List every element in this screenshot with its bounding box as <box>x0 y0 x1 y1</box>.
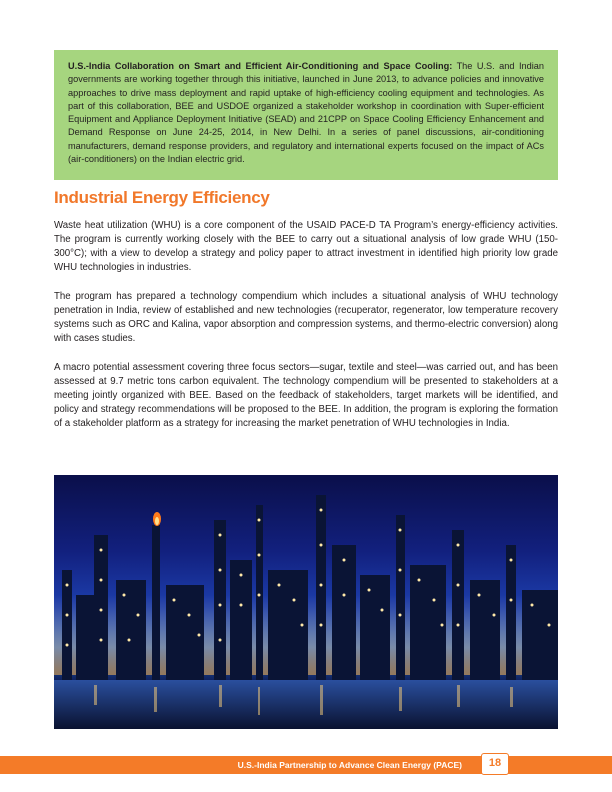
callout-body: The U.S. and Indian governments are working together through this initiative, launched in June 2013, to advance policies and innovative approaches to drive mass deployment and rapid uptake of high-efficiency cooling equipment and technologies. As part of this collaboration, BEE and USDOE organized a stakeholder workshop in coordination with Super-efficient Equipment and Appliance Deployment Initiative (SEAD) and 21CPP on Space Cooling Efficiency Enhancement and Demand Response on June 24-25, 2014, in New Delhi. In a series of panel discussions, air-conditioning manufacturers, demand response providers, and regulatory and international experts focused on the impact of ACs (air-conditioners) on the Indian electric grid. <box>68 61 544 165</box>
paragraph-1: Waste heat utilization (WHU) is a core component of the USAID PACE-D TA Program’s energy-efficiency activities. The program is currently working closely with the BEE to carry out a situational analysis of low grade WHU (150-300°C); with a view to develop a strategy and policy paper to attract investment in identified high priority low grade WHU technologies in industries. <box>54 220 558 273</box>
refinery-photo <box>54 475 558 729</box>
footer-title: U.S.-India Partnership to Advance Clean Energy (PACE) <box>237 760 462 770</box>
callout-box <box>54 50 558 180</box>
refinery-night-illustration <box>54 475 558 729</box>
callout-title: U.S.-India Collaboration on Smart and Efficient Air-Conditioning and Space Cooling: <box>68 61 453 71</box>
paragraph-2: The program has prepared a technology compendium which includes a situational analysis of WHU technology penetration in India, review of established and new technologies (recuperator, regenerator, low temperature recovery systems such as ORC and Kalina, vapor absorption and compression systems, and thermo-electric conversion) along with cases studies. <box>54 291 558 344</box>
section-heading: Industrial Energy Efficiency <box>54 188 270 207</box>
page-number: 18 <box>481 753 509 775</box>
paragraph-3: A macro potential assessment covering three focus sectors—sugar, textile and steel—was carried out, and has been assessed at 9.7 metric tons carbon equivalent. The technology compendium will be presented to stakeholders at a meeting jointly organized with BEE. Based on the feedback of stakeholders, target markets will be identified, and policy and strategy recommendations will be proposed to the BEE. In addition, the program is exploring the formation of a stakeholder platform as a strategy for increasing the market penetration of WHU technologies in India. <box>54 362 558 429</box>
